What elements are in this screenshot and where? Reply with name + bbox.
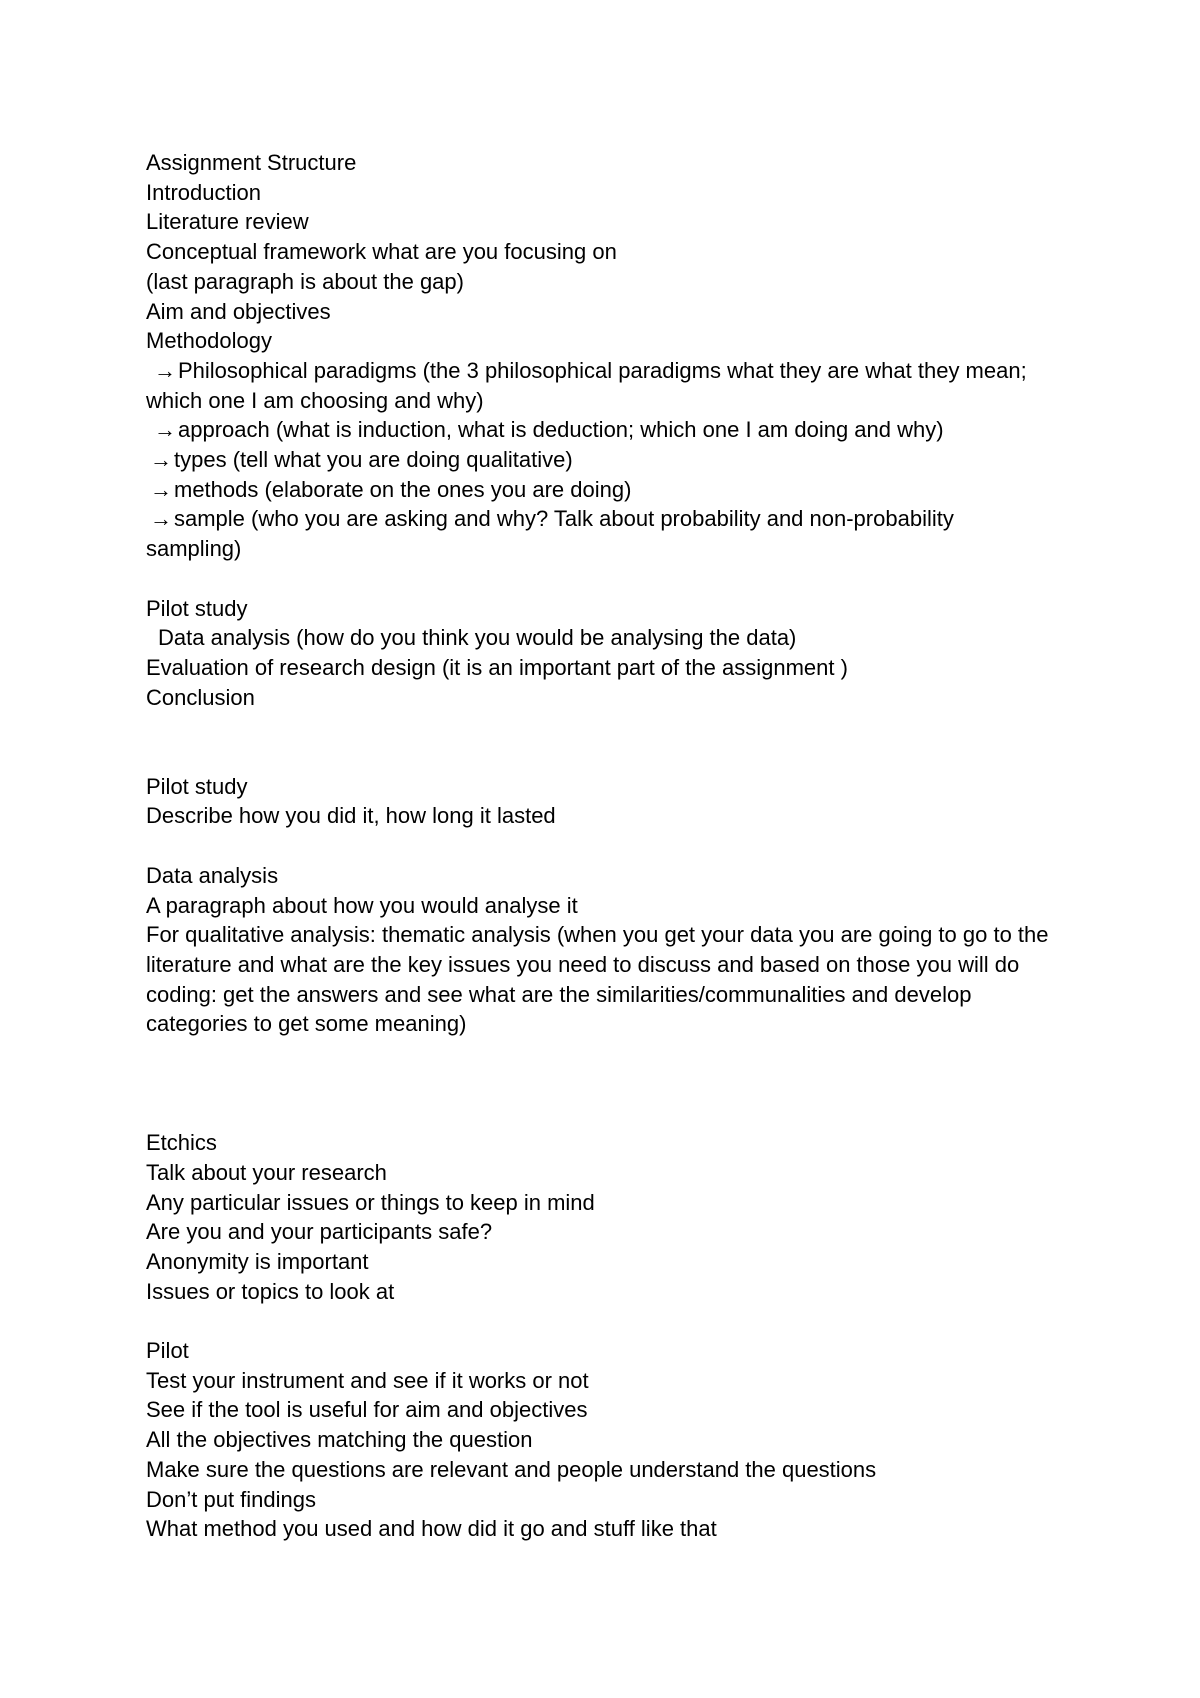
ethics-line: Issues or topics to look at [146, 1278, 395, 1304]
spacer [146, 831, 1076, 861]
arrow-right-icon: → [150, 476, 172, 502]
arrow-right-icon: → [154, 357, 176, 383]
spacer [146, 564, 1076, 594]
pilot-line: All the objectives matching the question [146, 1427, 533, 1453]
section-heading-pilot-study: Pilot study [146, 773, 248, 799]
section-heading-ethics: Etchics [146, 1130, 217, 1156]
methodology-item-text: sample (who you are asking and why? Talk about probability and non-probability [174, 506, 954, 532]
section-heading-data-analysis: Data analysis [146, 862, 279, 888]
ethics-line: Any particular issues or things to keep in mind [146, 1189, 595, 1215]
ethics-line: Are you and your participants safe? [146, 1219, 493, 1245]
spacer [146, 1306, 1076, 1336]
arrow-right-icon: → [150, 447, 172, 473]
methodology-item-text: methods (elaborate on the ones you are doing) [174, 476, 632, 502]
data-analysis-line: categories to get some meaning) [146, 1011, 467, 1037]
outline-gap-note: (last paragraph is about the gap) [146, 268, 464, 294]
spacer [146, 1069, 1076, 1099]
spacer [146, 1098, 1076, 1128]
pilot-line: What method you used and how did it go and stuff like that [146, 1516, 717, 1542]
outline-literature-review: Literature review [146, 209, 309, 235]
outline-aim-objectives: Aim and objectives [146, 298, 331, 324]
arrow-right-icon: → [154, 417, 176, 443]
ethics-line: Anonymity is important [146, 1248, 369, 1274]
data-analysis-line: literature and what are the key issues you need to discuss and based on those you will do [146, 951, 1020, 977]
pilot-line: Don’t put findings [146, 1486, 316, 1512]
methodology-item-sample-continued: sampling) [146, 536, 242, 562]
methodology-item-approach [146, 415, 1076, 445]
outline-conclusion: Conclusion [146, 684, 255, 710]
spacer [146, 742, 1076, 772]
methodology-item-paradigms [146, 356, 1076, 386]
spacer [146, 1039, 1076, 1069]
pilot-study-text: Describe how you did it, how long it lasted [146, 803, 556, 829]
data-analysis-line: A paragraph about how you would analyse it [146, 892, 578, 918]
methodology-item-types [146, 445, 1076, 475]
ethics-line: Talk about your research [146, 1159, 387, 1185]
methodology-item-text: approach (what is induction, what is deduction; which one I am doing and why) [178, 417, 944, 443]
outline-methodology: Methodology [146, 328, 272, 354]
spacer [146, 712, 1076, 742]
outline-pilot-study: Pilot study [146, 595, 248, 621]
outline-conceptual-framework: Conceptual framework what are you focusing on [146, 239, 617, 265]
data-analysis-line: For qualitative analysis: thematic analysis (when you get your data you are going to go to the [146, 922, 1049, 948]
pilot-line: Test your instrument and see if it works or not [146, 1367, 589, 1393]
methodology-item-text: types (tell what you are doing qualitative) [174, 447, 573, 473]
document-body [146, 148, 1076, 1544]
outline-evaluation: Evaluation of research design (it is an important part of the assignment ) [146, 654, 848, 680]
methodology-item-sample [146, 504, 1076, 534]
document-title: Assignment Structure [146, 150, 357, 175]
methodology-item-text: Philosophical paradigms (the 3 philosophical paradigms what they are what they mean; [178, 357, 1027, 383]
methodology-item-methods [146, 475, 1076, 505]
methodology-item-paradigms-continued: which one I am choosing and why) [146, 387, 484, 413]
pilot-line: See if the tool is useful for aim and objectives [146, 1397, 588, 1423]
arrow-right-icon: → [150, 506, 172, 532]
pilot-line: Make sure the questions are relevant and people understand the questions [146, 1456, 877, 1482]
data-analysis-line: coding: get the answers and see what are the similarities/communalities and develop [146, 981, 972, 1007]
outline-introduction: Introduction [146, 179, 261, 205]
section-heading-pilot: Pilot [146, 1338, 189, 1363]
outline-data-analysis: Data analysis (how do you think you would be analysing the data) [158, 625, 797, 651]
